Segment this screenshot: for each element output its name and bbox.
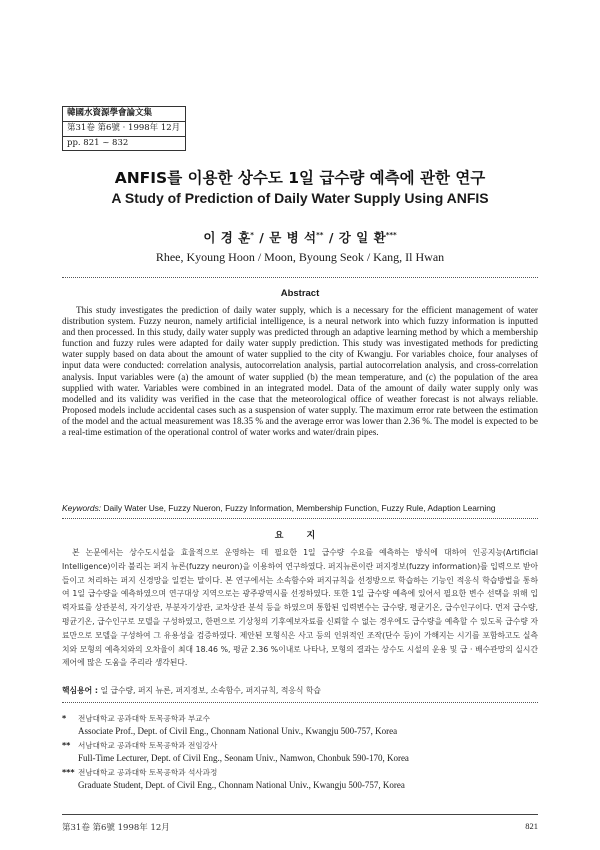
author-separator: / [323, 230, 339, 245]
title-korean: ANFIS를 이용한 상수도 1일 급수량 예측에 관한 연구 [114, 169, 486, 187]
authors-english: Rhee, Kyoung Hoon / Moon, Byoung Seok / Kang, Il Hwan [155, 250, 445, 264]
title-english: A Study of Prediction of Daily Water Supply Using ANFIS [111, 190, 489, 206]
divider-middle [62, 518, 538, 519]
footnote-1-mark: * [62, 714, 67, 723]
journal-info-box [62, 106, 186, 151]
abstract-heading: Abstract [280, 288, 320, 299]
footnote-3-korean: 전남대학교 공과대학 토목공학과 석사과정 [78, 768, 218, 777]
author-1-mark: * [250, 230, 254, 239]
footnote-3 [62, 767, 538, 791]
authors-korean [0, 228, 600, 246]
keywords-value: Daily Water Use, Fuzzy Nueron, Fuzzy Information, Membership Function, Fuzzy Rule, Adaption Learning [103, 503, 496, 513]
author-3-name: 강 일 환 [338, 230, 386, 245]
korean-abstract-text: 본 논문에서는 상수도시설을 효율적으로 운영하는 데 필요한 1일 급수량 수요를 예측하는 방식에 대하여 인공지능(Artificial Intelligence)이라 불리는 퍼지 뉴론(fuzzy neuron)을 이용하여 연구하였다. 퍼지뉴론이란 퍼지정보(fuzzy information)를 입력으로 받아들이고 처리하는 퍼지 신경망을 일컫는 말이다. 본 연구에서는 소속함수와 퍼지규칙을 선정방으로 학습하는 기능인 적응식 학습방법을 통하여 1일 급수량을 예측하였으며 연구대상 지역으로는 광주광역시를 선정하였다. 또한 1일 급수량 예측에 있어서 필요한 변수 선택을 위해 입력자료를 상관분석, 자기상관, 부분자기상관, 교차상관 분석 등을 하였으며 통합된 입력변수는 급수량, 평균기온, 급수인구이다. 먼저 급수량, 평균기온, 급수인구로 모델을 구성하였고, 한편으로 기상청의 기후예보자료를 신뢰할 수 없는 경우에도 급수량을 예측할 수 있도록 급수량 자료만으로 모델을 구성하여 그 유용성을 검증하였다. 제안된 모형식은 사고 등의 인위적인 조작(단수 등)이 가해지는 시기를 포함하고도 실측치와 모형의 예측치와의 오차율이 최대 18.46 %, 평균 2.36 %이내로 나타나, 모형의 결과는 상수도 시설의 운용 및 급 · 배수관망의 실시간 제어에 많은 도움을 주리라 생각된다. [62, 548, 538, 668]
footnote-1 [62, 713, 538, 737]
footnote-1-english: Associate Prof., Dept. of Civil Eng., Chonnam National Univ., Kwangju 500-757, Korea [78, 726, 398, 736]
footnote-2-english: Full-Time Lecturer, Dept. of Civil Eng., Seonam Univ., Namwon, Chonbuk 590-170, Korea [78, 753, 409, 763]
footnote-3-mark: *** [62, 768, 75, 777]
abstract-text: This study investigates the prediction of daily water supply, which is a necessary for the efficient management of water distribution system. Fuzzy neuron, namely artificial intelligence, is a neural network into which fuzzy information is inputted and then processed. In this study, daily water supply was predicted through an adaptive learning method by which a membership function and fuzzy rules were adapted for daily water supply prediction. This study was investigated methods for predicting water supply based on data about the amount of water supplied to the city of Kwangju. For variables choice, four analyses of input data were conducted: correlation analysis, autocorrelation analysis, partial autocorrelation analysis, and cross-correlation analysis. Input variables were (a) the amount of water supplied (b) the mean temperature, and (c) the population of the area supplied with water. Variables were combined in an integrated model. Data of the amount of daily water supply only was modelled and its validity was verified in the case that the meteorological office of weather forecast is not always reliable. Proposed models include accidental cases such as a suspension of water supply. The maximum error rate between the estimation of the model and the actual measurement was 18.35 % and the average error was lower than 2.36 %. The model is expected to be a real-time estimation of the operational control of water works and water/drain pipes. [62, 305, 538, 438]
page-footer [62, 821, 538, 833]
journal-pages: pp. 821 ~ 832 [63, 136, 185, 151]
korean-keywords-label: 핵심용어 : [62, 686, 98, 695]
korean-abstract-heading: 요 지 [274, 531, 326, 541]
author-3-mark: *** [385, 230, 397, 239]
divider-top [62, 277, 538, 278]
footer-rule [62, 814, 538, 815]
author-2-mark: ** [316, 230, 324, 239]
abstract-keywords [62, 503, 538, 513]
author-1-name: 이 경 훈 [203, 230, 251, 245]
footnote-3-english: Graduate Student, Dept. of Civil Eng., Chonnam National Univ., Kwangju 500-757, Korea [78, 780, 405, 790]
footer-volume: 第31卷 第6號 1998年 12月 [62, 823, 170, 833]
journal-name: 韓國水資源學會論文集 [67, 108, 153, 118]
divider-bottom [62, 702, 538, 703]
footnote-2-mark: ** [62, 741, 71, 750]
page-number: 821 [525, 821, 538, 831]
korean-keywords [62, 685, 538, 696]
korean-keywords-value: 일 급수량, 퍼지 뉴론, 퍼지정보, 소속함수, 퍼지규칙, 적응식 학습 [100, 686, 321, 695]
footnote-1-korean: 전남대학교 공과대학 토목공학과 부교수 [78, 714, 210, 723]
keywords-label: Keywords: [62, 503, 102, 513]
footnote-2 [62, 740, 538, 764]
author-2-name: 문 병 석 [269, 230, 317, 245]
author-separator: / [253, 230, 270, 245]
journal-volume: 第31卷 第6號 · 1998年 12月 [63, 121, 185, 136]
footnote-2-korean: 서남대학교 공과대학 토목공학과 전임강사 [78, 741, 218, 750]
